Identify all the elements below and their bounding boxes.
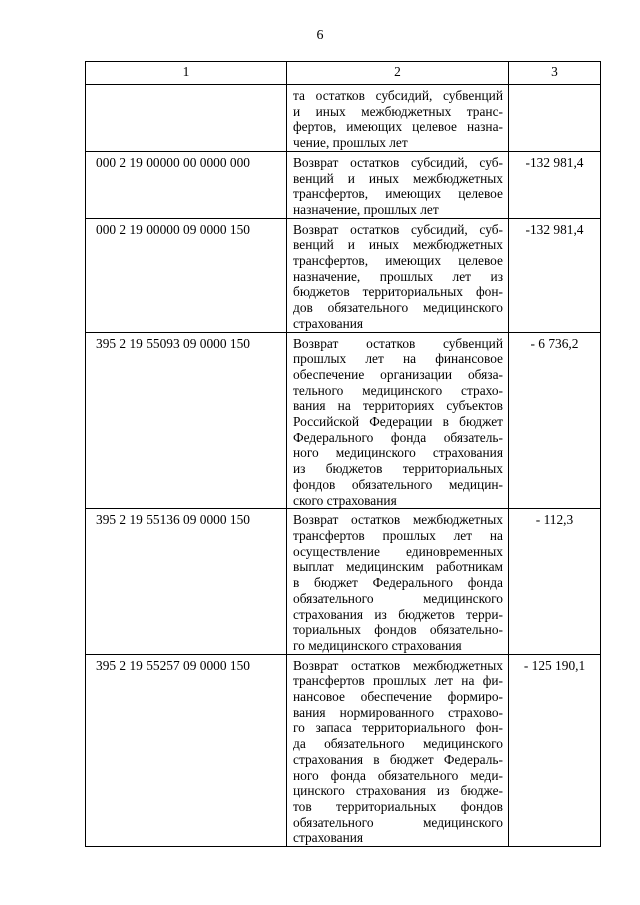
name-cell bbox=[287, 509, 509, 654]
amount-cell: -132 981,4 bbox=[509, 218, 601, 332]
name-line: выплат медицинским работникам bbox=[293, 559, 503, 575]
name-line: го запаса территориального фон- bbox=[293, 720, 503, 736]
name-line: Российской Федерации в бюджет bbox=[293, 414, 503, 430]
name-line: трансфертов прошлых лет на bbox=[293, 527, 503, 543]
name-line: Возврат остатков субвенций bbox=[293, 335, 503, 351]
amount-cell: - 125 190,1 bbox=[509, 654, 601, 846]
name-line: страхования в бюджет Федераль- bbox=[293, 751, 503, 767]
amount-cell: -132 981,4 bbox=[509, 151, 601, 218]
name-line: та остатков субсидий, субвенций bbox=[293, 88, 503, 103]
name-line: Возврат остатков межбюджетных bbox=[293, 512, 503, 528]
name-line: назначение, прошлых лет bbox=[293, 201, 439, 217]
budget-table bbox=[85, 61, 601, 847]
name-line: чение, прошлых лет bbox=[293, 135, 408, 151]
name-line: венций и иных межбюджетных bbox=[293, 170, 503, 186]
name-line: трансфертов, имеющих целевое bbox=[293, 253, 503, 269]
name-line: обеспечение организации обяза- bbox=[293, 366, 503, 382]
name-line: да обязательного медицинского bbox=[293, 736, 503, 752]
column-header-3: 3 bbox=[509, 62, 601, 85]
amount-cell bbox=[509, 85, 601, 152]
name-cell bbox=[287, 332, 509, 509]
amount-cell: - 6 736,2 bbox=[509, 332, 601, 509]
name-line: прошлых лет на финансовое bbox=[293, 351, 503, 367]
name-line: Федерального фонда обязатель- bbox=[293, 429, 503, 445]
code-cell: 395 2 19 55136 09 0000 150 bbox=[86, 509, 287, 654]
name-line: страхования bbox=[293, 830, 364, 846]
name-line: осуществление единовременных bbox=[293, 543, 503, 559]
table-row bbox=[86, 151, 601, 218]
name-line: вания нормированного страхово- bbox=[293, 704, 503, 720]
name-line: тельного медицинского страхо- bbox=[293, 382, 503, 398]
code-cell: 395 2 19 55257 09 0000 150 bbox=[86, 654, 287, 846]
name-line: дов обязательного медицинского bbox=[293, 300, 503, 316]
page-number: 6 bbox=[316, 28, 324, 43]
name-line: трансфертов, имеющих целевое bbox=[293, 186, 503, 202]
name-cell bbox=[287, 151, 509, 218]
table-row bbox=[86, 332, 601, 509]
table-row bbox=[86, 509, 601, 654]
name-line: го медицинского страхования bbox=[293, 637, 462, 653]
name-line: из бюджетов территориальных bbox=[293, 461, 503, 477]
name-line: страхования bbox=[293, 315, 364, 331]
code-cell: 395 2 19 55093 09 0000 150 bbox=[86, 332, 287, 509]
name-line: венций и иных межбюджетных bbox=[293, 237, 503, 253]
table-row-continuation bbox=[86, 85, 601, 152]
name-line: и иных межбюджетных транс- bbox=[293, 103, 503, 119]
name-line: назначение, прошлых лет из bbox=[293, 268, 503, 284]
name-cell bbox=[287, 85, 509, 152]
code-cell bbox=[86, 85, 287, 152]
name-line: в бюджет Федерального фонда bbox=[293, 575, 503, 591]
column-header-2: 2 bbox=[287, 62, 509, 85]
name-line: обязательного медицинского bbox=[293, 814, 503, 830]
name-line: трансфертов прошлых лет на фи- bbox=[293, 673, 503, 689]
code-cell: 000 2 19 00000 09 0000 150 bbox=[86, 218, 287, 332]
name-line: тов территориальных фондов bbox=[293, 798, 503, 814]
name-line: ного медицинского страхования bbox=[293, 445, 503, 461]
name-line: Возврат остатков межбюджетных bbox=[293, 657, 503, 673]
name-line: бюджетов территориальных фон- bbox=[293, 284, 503, 300]
name-line: цинского страхования из бюдже- bbox=[293, 783, 503, 799]
name-line: Возврат остатков субсидий, суб- bbox=[293, 154, 503, 170]
name-line: ского страхования bbox=[293, 492, 397, 508]
column-header-1: 1 bbox=[86, 62, 287, 85]
name-line: обязательного медицинского bbox=[293, 590, 503, 606]
code-cell: 000 2 19 00000 00 0000 000 bbox=[86, 151, 287, 218]
name-line: вания на территориях субъектов bbox=[293, 398, 503, 414]
name-cell bbox=[287, 654, 509, 846]
name-cell bbox=[287, 218, 509, 332]
name-line: фертов, имеющих целевое назна- bbox=[293, 119, 503, 135]
name-line: страхования из бюджетов терри- bbox=[293, 606, 503, 622]
name-line: нансовое обеспечение формиро- bbox=[293, 689, 503, 705]
table-row bbox=[86, 218, 601, 332]
table-row bbox=[86, 654, 601, 846]
name-line: фондов обязательного медицин- bbox=[293, 476, 503, 492]
name-line: ного фонда обязательного меди- bbox=[293, 767, 503, 783]
amount-cell: - 112,3 bbox=[509, 509, 601, 654]
name-line: ториальных фондов обязательно- bbox=[293, 622, 503, 638]
header-row bbox=[86, 62, 601, 85]
name-line: Возврат остатков субсидий, суб- bbox=[293, 221, 503, 237]
